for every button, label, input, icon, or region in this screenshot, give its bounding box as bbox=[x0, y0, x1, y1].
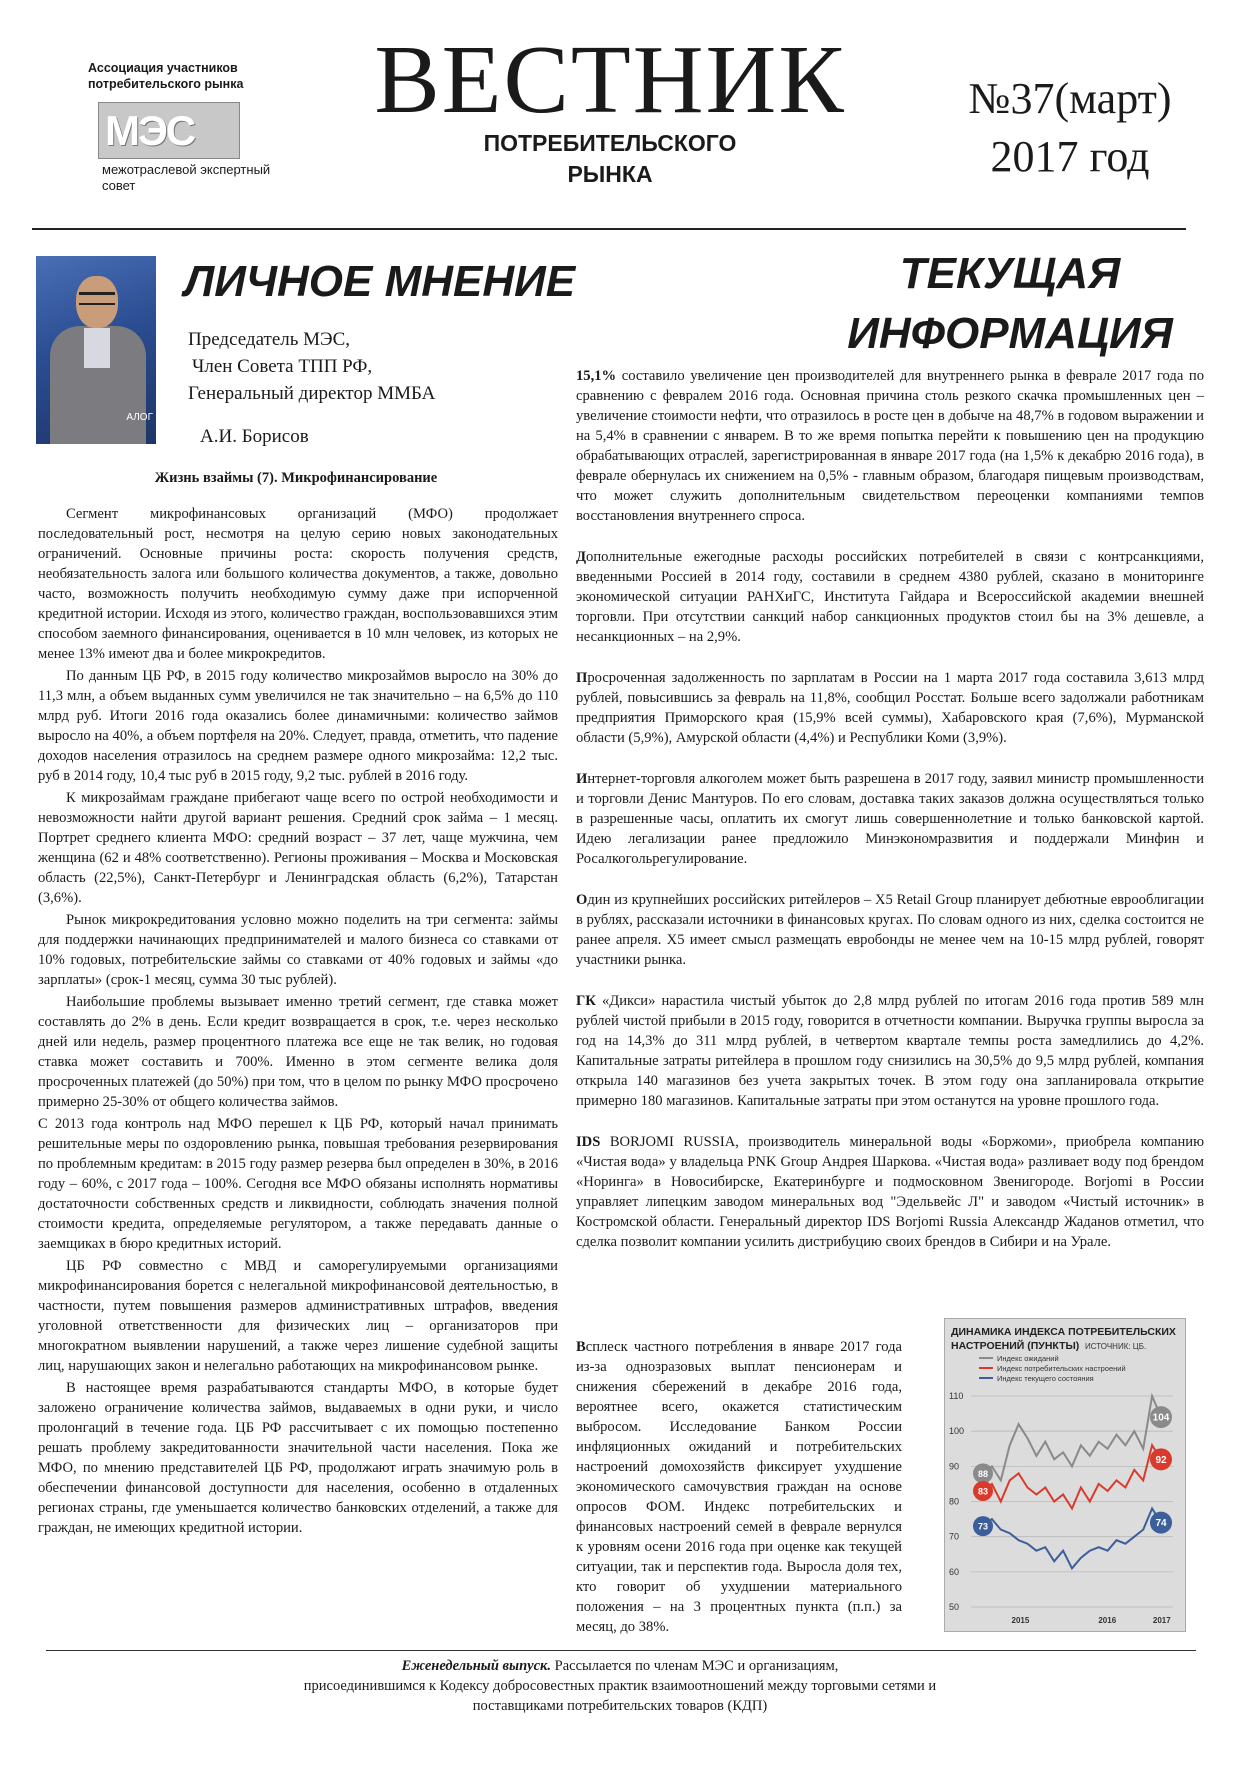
consumer-sentiment-chart bbox=[944, 1318, 1186, 1632]
series-end-label: 92 bbox=[1155, 1454, 1167, 1466]
opinion-heading: ЛИЧНОЕ МНЕНИЕ bbox=[184, 257, 576, 306]
legend-label: Индекс потребительских настроений bbox=[997, 1364, 1126, 1373]
news-item-lead: Д bbox=[576, 549, 587, 565]
footer-line-2: присоединившимся к Кодексу добросовестных практик взаимоотношений между торговыми сетями и bbox=[303, 1678, 937, 1694]
news-item-consumption bbox=[576, 1337, 902, 1637]
news-item-text: «Дикси» нарастила чистый убыток до 2,8 млрд рублей по итогам 2016 года против 589 млн рублей чистой прибыли в 2015 году, говорится в отчетности компании. Выручка группы выросла за год на 14,3% до 311 млрд рублей, в четвертом квартале темпы роста замедлились до 4,2%. Капитальные затраты ритейлера в прошлом году снизились на 30,5% до 9,5 млрд рублей, компания открыла 140 магазинов без учета закрытых точек. В этом году она запланировала открытие примерно 180 магазинов. Капитальные затраты при этом останутся на уровне прошлого года. bbox=[576, 993, 1204, 1109]
chart-svg bbox=[945, 1319, 1185, 1631]
author-role: Председатель МЭС, bbox=[188, 329, 351, 350]
current-info-heading bbox=[820, 244, 1200, 364]
footer-lead: Еженедельный выпуск. bbox=[401, 1658, 552, 1674]
news-item-text: составило увеличение цен производителей для внутреннего рынка в феврале 2017 года по сравнению с февралем 2016 года. Основная причина столь резкого скачка промышленных цен – увеличение стоимости нефти, что отразилось в росте цен в добыче на 48,7% в годовом выражении и на 5,4% в сравнении с январем. В то же время попытка перейти к повышению цен на продукцию обрабатывающих отраслей, зарегистрированная в январе 2017 года (на 1,5% к декабрю 2016 года), в феврале обернулась их снижением на 0,5% - главным образом, благодаря пищевым производствам, что может служить дополнительным свидетельством переоценки компаниями темпов восстановления внутреннего спроса. bbox=[576, 368, 1204, 524]
chart-title: НАСТРОЕНИЙ (ПУНКТЫ) bbox=[951, 1340, 1080, 1352]
association-name: Ассоциация участников потребительского рынка bbox=[88, 61, 244, 91]
header-divider bbox=[32, 228, 1186, 230]
masthead-subtitle bbox=[420, 128, 800, 190]
news-item-text: нтернет-торговля алкоголем может быть разрешена в 2017 году, заявил министр промышленности и торговли Денис Мантуров. По его словам, доставка таких заказов должна осуществляться только в разрешенные часы, оплатить их смогут лишь совершеннолетние и только банковской картой. Идею легализации ранее предложило Минэкономразвития и поддержали Минфин и Росалкогольрегулирование. bbox=[576, 771, 1204, 867]
news-item-text: сплеск частного потребления в январе 2017 года из-за однозразовых выплат пенсионерам и снижения сбережений в декабре 2016 года, вероятнее всего, окажется статистическим выбросом. Исследование Банком России инфляционных ожиданий и потребительских настроений домохозяйств фиксирует ухудшение экономического самочувствия граждан на основе опросов ФОМ. Индекс потребительских и финансовых настроений семей в феврале вернулся к уровням осени 2016 года при оценке как текущей ситуации, так и перспектив года. Выросла доля тех, кто говорит об ухудшении материального положения – на 3 процентных пункта (п.п.) за месяц, до 38%. bbox=[576, 1339, 902, 1635]
masthead-subtitle-line-2: РЫНКА bbox=[567, 161, 653, 187]
masthead-title: ВЕСТНИК bbox=[374, 26, 846, 134]
news-item bbox=[576, 1132, 1204, 1252]
article-title: Жизнь взаймы (7). Микрофинансирование bbox=[154, 470, 438, 486]
logo-text: МЭС bbox=[105, 106, 195, 154]
article-paragraph: Сегмент микрофинансовых организаций (МФО) продолжает последовательный рост, несмотря на целую серию новых законодательных ограничений. Основные причины роста: скорость получения средств, необязательность залога или большого количества документов, а также, довольно часто, возможность получить необходимую сумму даже при испорченной кредитной истории. Исходя из этого, количество граждан, воспользовавшихся этим способом заемного финансирования, оценивается в 10 млн человек, из которых не менее 13% имеют два и более микрокредитов. bbox=[38, 506, 558, 662]
news-column bbox=[576, 366, 1204, 1252]
news-item bbox=[576, 547, 1204, 647]
logo-subtitle: межотраслевой экспертный совет bbox=[102, 162, 271, 193]
series-line bbox=[983, 1445, 1161, 1508]
series-line bbox=[983, 1509, 1161, 1569]
article-paragraph: К микрозаймам граждане прибегают чаще всего по острой необходимости и невозможности найти другой вариант решения. Средний срок займа – 1 месяц. Портрет среднего клиента МФО: средний возраст – 37 лет, чаще мужчина, чем женщина (62 и 48% соответственно). Регионы проживания – Москва и Московская область (22,5%), Санкт-Петербург и Ленинградская область (6,2%), Татарстан (3,6%). bbox=[38, 790, 558, 906]
author-roles bbox=[188, 326, 435, 407]
footer-text: Рассылается по членам МЭС и организациям, bbox=[551, 1658, 839, 1674]
news-item-lead: IDS bbox=[576, 1134, 601, 1150]
series-start-label: 83 bbox=[977, 1486, 989, 1497]
masthead-subtitle-line-1: ПОТРЕБИТЕЛЬСКОГО bbox=[483, 130, 737, 156]
issue-year: 2017 год bbox=[990, 132, 1150, 181]
article-body bbox=[38, 504, 558, 1540]
footer-line-3: поставщиками потребительских товаров (КДП) bbox=[472, 1698, 768, 1714]
news-item bbox=[576, 668, 1204, 748]
mes-logo bbox=[98, 102, 240, 159]
author-name: А.И. Борисов bbox=[200, 426, 309, 447]
author-photo bbox=[36, 256, 156, 444]
chart-title: ДИНАМИКА ИНДЕКСА ПОТРЕБИТЕЛЬСКИХ bbox=[951, 1326, 1176, 1338]
legend-label: Индекс текущего состояния bbox=[997, 1374, 1094, 1383]
news-item-text: дин из крупнейших российских ритейлеров – X5 Retail Group планирует дебютные еврооблигации в рублях, рассказали источники в финансовых кругах. По словам одного из них, сделка состоится не ранее апреля. X5 имеет смысл размещать евробонды не менее чем на 10-15 млрд рублей, говорят участники рынка. bbox=[576, 892, 1204, 968]
y-tick-label: 70 bbox=[949, 1531, 960, 1542]
news-item bbox=[576, 366, 1204, 526]
y-tick-label: 110 bbox=[949, 1391, 964, 1402]
series-start-label: 88 bbox=[977, 1468, 989, 1479]
series-end-label: 104 bbox=[1152, 1412, 1170, 1424]
x-tick-label: 2015 bbox=[1011, 1616, 1030, 1625]
series-line bbox=[983, 1396, 1161, 1480]
x-tick-label: 2016 bbox=[1098, 1616, 1117, 1625]
y-tick-label: 60 bbox=[949, 1566, 960, 1577]
photo-glasses bbox=[79, 292, 115, 305]
news-item-lead: О bbox=[576, 892, 588, 908]
issue-number: №37(март) bbox=[968, 74, 1172, 123]
news-item-lead: И bbox=[576, 771, 588, 787]
news-item bbox=[576, 1337, 902, 1637]
issue-info bbox=[940, 70, 1200, 186]
news-item bbox=[576, 769, 1204, 869]
news-item-text: BORJOMI RUSSIA, производитель минеральной воды «Боржоми», приобрела компанию «Чистая вода» у владельца PNK Group Андрея Шаркова. «Чистая вода» разливает воду под брендом «Норинга» в Новосибирске, Екатеринбурге и подмосковном Звенигороде. Borjomi в России управляет липецким заводом минеральных вод "Эдельвейс Л" и заводом «Чистый источник» в Костромской области. Генеральный директор IDS Borjomi Russia Александр Жаданов отметил, что сделка позволит компании усилить дистрибуцию своих брендов в Сибири и на Урале. bbox=[576, 1134, 1204, 1250]
news-item bbox=[576, 991, 1204, 1111]
current-info-heading-line-1: ТЕКУЩАЯ bbox=[899, 249, 1121, 298]
article-paragraph: По данным ЦБ РФ, в 2015 году количество микрозаймов выросло на 30% до 11,3 млн, а объем выданных сумм увеличился не так значительно – на 6,5% до 110 млрд руб. Итоги 2016 года оказались более динамичными: количество займов выросло на 40%, а объем портфеля на 20%. Следует, правда, отметить, что падение доходов населения отразилось на среднем размере одного микрозайма: 12,2 тыс. руб в 2014 году, 10,4 тыс руб в 2015 году, 9,2 тыс. рублей в 2016 году. bbox=[38, 668, 558, 784]
footer bbox=[140, 1656, 1100, 1716]
news-item-lead: 15,1% bbox=[576, 368, 617, 384]
news-item-lead: В bbox=[576, 1339, 586, 1355]
current-info-heading-line-2: ИНФОРМАЦИЯ bbox=[847, 309, 1173, 358]
article-paragraph: ЦБ РФ совместно с МВД и саморегулируемыми организациями микрофинансирования борется с нелегальной микрофинансовой деятельностью, в частности, путем повышения размеров административных штрафов, введения уголовной ответственности для физических лиц – организаторов при многократном выявлении нарушений, а также через лишение судебной защиты лиц, нарушающих закон и нелегально работающих на микрофинансовом рынке. bbox=[38, 1258, 558, 1374]
article-paragraph: Наибольшие проблемы вызывает именно третий сегмент, где ставка может составлять до 2% в день. Если кредит возвращается в срок, т.е. через несколько дней или недель, размер процентного платежа все еще не так велик, но годовая ставка может составить и 700%. Именно в этом сегменте велика доля просроченных платежей (до 50%) при том, что в целом по рынку МФО просрочено примерно 25-30% от общего количества займов. bbox=[38, 994, 558, 1110]
article-paragraph: В настоящее время разрабатываются стандарты МФО, в которые будет заложено ограничение количества займов, выдаваемых в одни руки, и число пролонгаций в течение года. ЦБ РФ рассчитывает с их помощью постепенно решать проблему закредитованности значительной части населения. Пока же МФО, по мнению представителей ЦБ РФ, продолжают играть значимую роль в обеспечении финансовой доступности для населения, особенно в отдаленных регионах страны, где уменьшается количество банковских отделений, а также для граждан, не имеющих кредитной истории. bbox=[38, 1380, 558, 1536]
series-start-label: 73 bbox=[977, 1521, 989, 1532]
footer-divider bbox=[46, 1650, 1196, 1651]
y-tick-label: 90 bbox=[949, 1461, 960, 1472]
y-tick-label: 50 bbox=[949, 1602, 960, 1612]
photo-shirt bbox=[84, 328, 110, 368]
news-item-text: росроченная задолженность по зарплатам в России на 1 марта 2017 года составила 3,613 млрд рублей, повысившись за февраль на 11,8%, сообщил Росстат. Больше всего задолжали работникам предприятия Приморского края (15,9% всей суммы), Хабаровского края (7,6%), Мурманской области (5,9%), Амурской области (4,4%) и Республики Коми (3,9%). bbox=[576, 670, 1204, 746]
article-paragraph: Рынок микрокредитования условно можно поделить на три сегмента: займы для поддержки начинающих предпринимателей и малого бизнеса со ставками от 10% годовых, потребительские займы со ставками от 40% годовых и займы «до зарплаты» (срок-1 месяц, сумма 30 тыс рублей). bbox=[38, 912, 558, 988]
legend-label: Индекс ожиданий bbox=[997, 1354, 1059, 1363]
article-paragraph: С 2013 года контроль над МФО перешел к ЦБ РФ, который начал принимать решительные меры по оздоровлению рынка, повышая требования резервирования по проблемным кредитам: в 2015 году размер резерва был определен в 30%, в 2016 году – 60%, с 2017 года – 100%. Сегодня все МФО обязаны исполнять нормативы достаточности собственных средств и ликвидности, соблюдать значения полной стоимости кредита, определяемые регулятором, а также передавать данные о заемщиках в бюро кредитных историй. bbox=[38, 1116, 558, 1252]
author-role: Член Совета ТПП РФ, bbox=[192, 356, 373, 377]
y-tick-label: 100 bbox=[949, 1426, 965, 1437]
chart-source: ИСТОЧНИК: ЦБ. bbox=[1085, 1342, 1147, 1351]
news-item-lead: ГК bbox=[576, 993, 596, 1009]
series-end-label: 74 bbox=[1155, 1518, 1167, 1530]
photo-banner-text: АЛОГ bbox=[126, 412, 153, 423]
y-tick-label: 80 bbox=[949, 1496, 960, 1507]
news-item bbox=[576, 890, 1204, 970]
author-role: Генеральный директор ММБА bbox=[188, 383, 436, 404]
x-tick-label: 2017 bbox=[1152, 1616, 1171, 1625]
news-item-text: ополнительные ежегодные расходы российских потребителей в связи с контрсанкциями, введенными Россией в 2014 году, составили в среднем 4380 рублей, сказано в мониторинге экономической ситуации РАНХиГС, Института Гайдара и Всероссийской академии внешней торговли. При отсутствии санкций набор санкционных продуктов стоил бы на 3% дешевле, а несанкционных – на 2,9%. bbox=[576, 549, 1204, 645]
footer-line-1 bbox=[140, 1656, 1100, 1676]
news-item-lead: П bbox=[576, 670, 588, 686]
